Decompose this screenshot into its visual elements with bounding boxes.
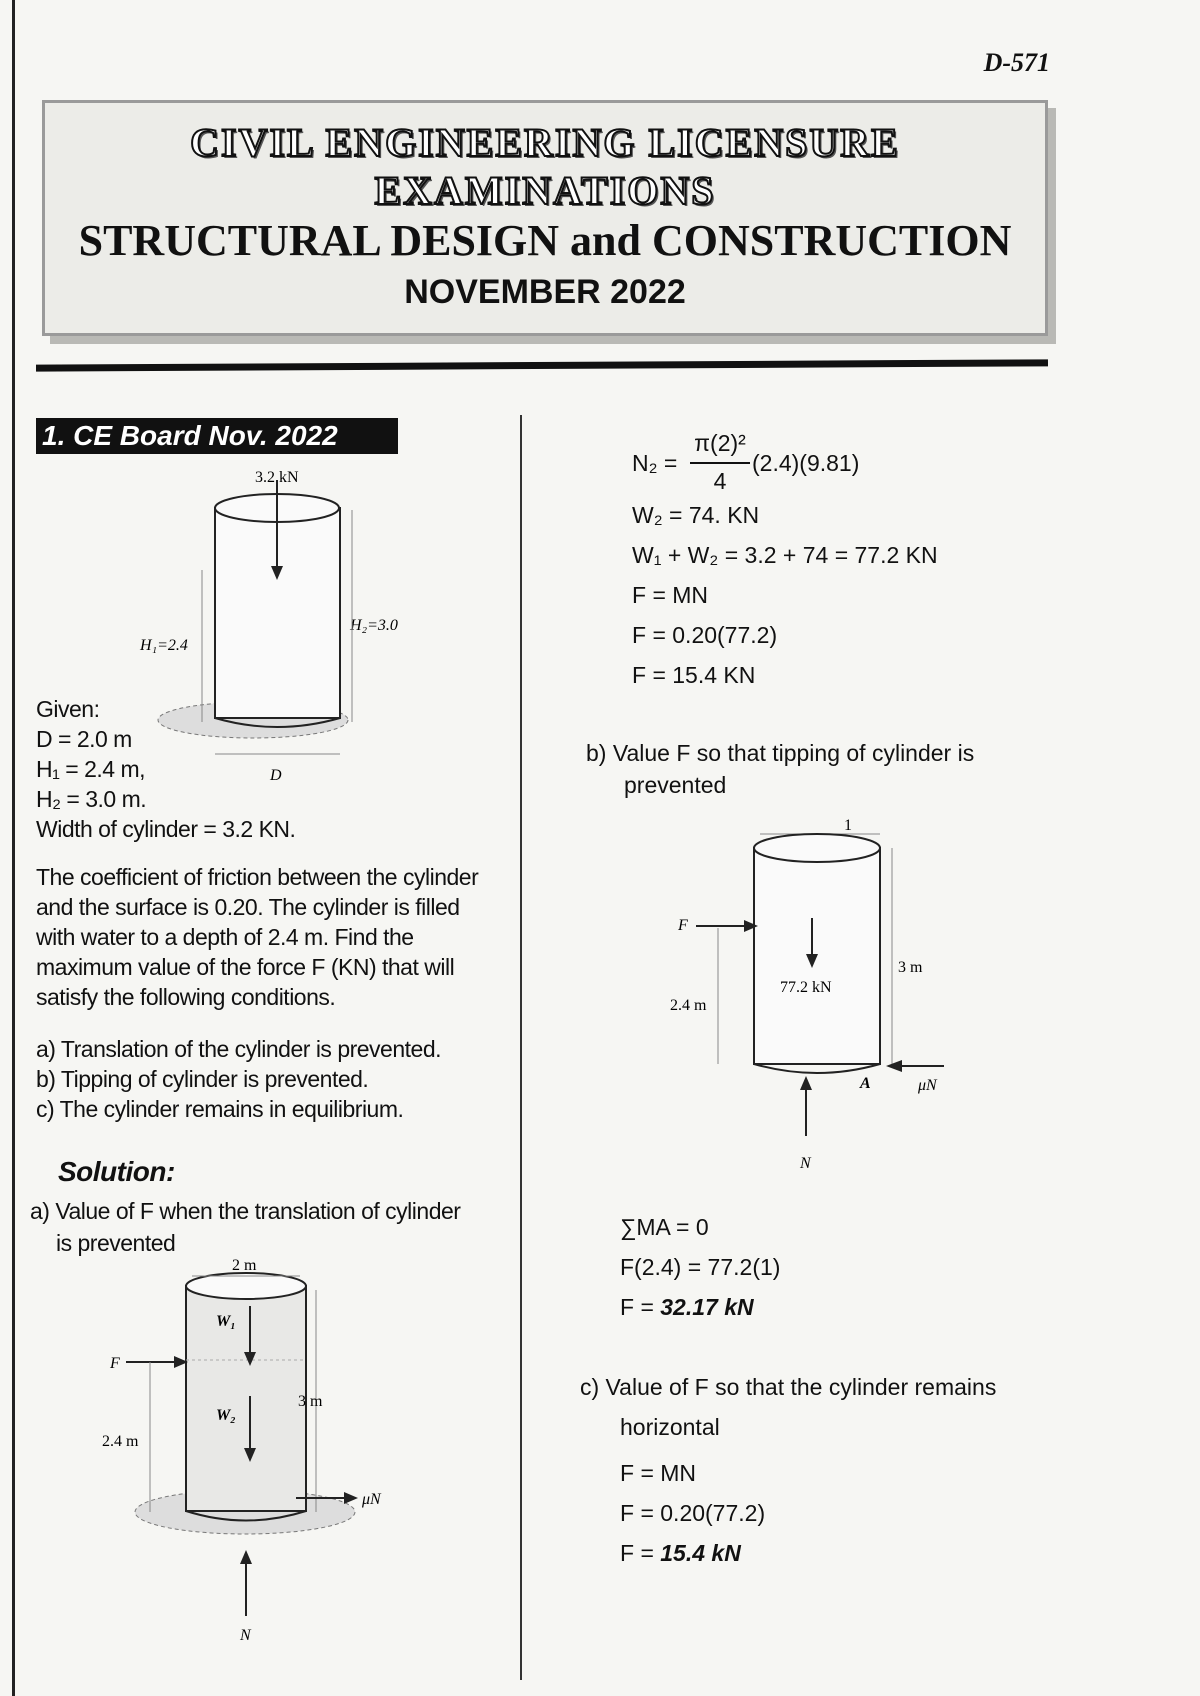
part-b-heading: b) Value F so that tipping of cylinder is xyxy=(586,740,975,766)
figure-cylinder-tipping xyxy=(660,808,980,1188)
problem-label: 1. CE Board Nov. 2022 xyxy=(36,418,398,454)
answer-c xyxy=(620,1538,741,1569)
part-c-heading: c) Value of F so that the cylinder remains xyxy=(580,1374,997,1400)
fig1-d-label: D xyxy=(270,767,282,784)
part-a-heading-cont: is prevented xyxy=(56,1230,176,1256)
part-c-heading-cont: horizontal xyxy=(620,1414,720,1440)
eq-n2-denominator: 4 xyxy=(713,468,727,494)
fig3-normal-label: N xyxy=(800,1155,811,1172)
fig2-normal-label: N xyxy=(240,1627,251,1644)
eq-n2-numerator: π(2)² xyxy=(694,430,746,456)
eq-w-total: W₁ + W₂ = 3.2 + 74 = 77.2 KN xyxy=(632,542,938,568)
answer-b-value: 32.17 kN xyxy=(660,1294,754,1320)
fig3-height-label: 3 m xyxy=(898,959,923,976)
fig2-f-label: F xyxy=(110,1355,120,1372)
answer-c-value: 15.4 kN xyxy=(660,1540,741,1566)
fig2-height-label: 3 m xyxy=(298,1393,323,1410)
fig1-h2-label: H₂=3.0 xyxy=(350,617,398,634)
given-d: D = 2.0 m xyxy=(36,726,132,752)
eq-n2-rest: (2.4)(9.81) xyxy=(752,450,860,476)
eq-moment-sum: ∑MA = 0 xyxy=(620,1214,709,1240)
part-b-heading-cont: prevented xyxy=(624,772,727,798)
condition-c: c) The cylinder remains in equilibrium. xyxy=(36,1096,404,1122)
fig2-width-label: 2 m xyxy=(232,1257,257,1274)
answer-b-prefix: F = xyxy=(620,1294,661,1320)
title-banner xyxy=(42,100,1048,336)
given-h1: H₁ = 2.4 m, xyxy=(36,756,145,782)
fig2-w1-label: W₁ xyxy=(216,1313,236,1330)
title-line-1: CIVIL ENGINEERING LICENSURE xyxy=(190,120,900,165)
answer-c-prefix: F = xyxy=(620,1540,661,1566)
eq-moment: F(2.4) = 77.2(1) xyxy=(620,1254,781,1280)
condition-a: a) Translation of the cylinder is prevented. xyxy=(36,1036,442,1062)
page-code: D-571 xyxy=(983,48,1050,77)
statement-line: and the surface is 0.20. The cylinder is filled xyxy=(36,894,460,920)
header-rule xyxy=(36,359,1048,371)
page-edge xyxy=(12,0,15,1696)
fig3-top-label: 1 xyxy=(844,817,852,834)
given-h2: H₂ = 3.0 m. xyxy=(36,786,147,812)
column-divider xyxy=(520,415,522,1680)
eq-f-mn: F = MN xyxy=(632,582,709,608)
eq-f-sub: F = 0.20(77.2) xyxy=(632,622,778,648)
statement-line: The coefficient of friction between the cylinder xyxy=(36,864,479,890)
fig3-point-a-label: A xyxy=(860,1075,871,1092)
fig1-load-label: 3.2 kN xyxy=(255,470,299,486)
fig2-depth-label: 2.4 m xyxy=(102,1433,139,1450)
answer-b xyxy=(620,1292,754,1323)
eq-c-mn: F = MN xyxy=(620,1460,697,1486)
statement-line: maximum value of the force F (KN) that will xyxy=(36,954,455,980)
fig2-w2-label: W₂ xyxy=(216,1407,236,1424)
fig3-f-label: F xyxy=(678,917,688,934)
given-weight: Width of cylinder = 3.2 KN. xyxy=(36,816,296,842)
fig3-friction-label: μN xyxy=(918,1077,937,1094)
statement-line: satisfy the following conditions. xyxy=(36,984,336,1010)
subject-title: STRUCTURAL DESIGN and CONSTRUCTION xyxy=(78,216,1012,265)
fig3-depth-label: 2.4 m xyxy=(670,997,707,1014)
statement-line: with water to a depth of 2.4 m. Find the xyxy=(36,924,414,950)
figure-cylinder-given xyxy=(120,470,420,800)
figure-cylinder-translation xyxy=(100,1256,450,1656)
fig3-load-label: 77.2 kN xyxy=(780,979,832,996)
solution-title: Solution: xyxy=(58,1156,175,1187)
title-line-2: EXAMINATIONS xyxy=(374,168,716,213)
eq-n2-lhs: N₂ = xyxy=(632,450,678,476)
fig2-friction-label: μN xyxy=(362,1491,381,1508)
eq-c-sub: F = 0.20(77.2) xyxy=(620,1500,766,1526)
given-title: Given: xyxy=(36,696,100,722)
condition-b: b) Tipping of cylinder is prevented. xyxy=(36,1066,369,1092)
eq-w2: W₂ = 74. KN xyxy=(632,502,760,528)
exam-date: NOVEMBER 2022 xyxy=(404,273,686,311)
eq-f-result-a: F = 15.4 KN xyxy=(632,662,756,688)
part-a-heading: a) Value of F when the translation of cylinder xyxy=(30,1198,461,1224)
fraction-bar xyxy=(690,462,750,464)
fig1-h1-label: H₁=2.4 xyxy=(140,637,188,654)
